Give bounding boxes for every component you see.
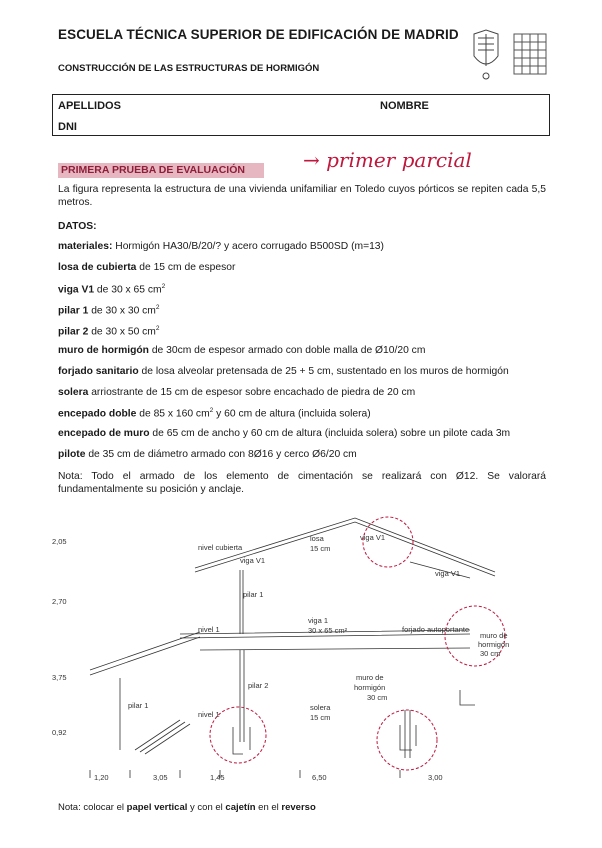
datos-item: pilar 1 de 30 x 30 $cm^2$ (58, 304, 160, 317)
span-label: 3,05 (153, 773, 168, 782)
datos-item: encepado doble de 85 x 160 $cm^2$ y 60 cm de altura (incluida solera) (58, 407, 371, 420)
dimension-ticks (90, 770, 400, 778)
label-muro: 30 cm (367, 693, 388, 702)
school-title: ESCUELA TÉCNICA SUPERIOR DE EDIFICACIÓN DE MADRID (58, 27, 459, 42)
span-label: 6,50 (312, 773, 327, 782)
circle-muro (377, 710, 437, 770)
apellidos-label: APELLIDOS (58, 100, 121, 112)
school-logos (468, 26, 550, 82)
datos-item: pilar 2 de 30 x 50 $cm^2$ (58, 325, 160, 338)
level-label: 2,70 (52, 597, 67, 606)
handwritten-note: → primer parcial (303, 148, 472, 172)
datos-item: losa de cubierta de 15 cm de espesor (58, 262, 236, 273)
student-id-box (52, 94, 550, 136)
course-title: CONSTRUCCIÓN DE LAS ESTRUCTURAS DE HORMIGÓN (58, 63, 320, 74)
label-solera-cm: 15 cm (310, 713, 331, 722)
label-nivel-cubierta: nivel cubierta (198, 543, 243, 552)
label-losa: losa (310, 534, 324, 543)
dni-label: DNI (58, 121, 77, 133)
level-label: 0,92 (52, 728, 67, 737)
datos-item: materiales: Hormigón HA30/B/20/? y acero corrugado B500SD (m=13) (58, 241, 384, 252)
bracket (460, 690, 475, 705)
pilar2 (240, 650, 244, 742)
crest-logo (474, 30, 498, 79)
intro-paragraph: La figura representa la estructura de una vivienda unifamiliar en Toledo cuyos pórticos se repiten cada 5,5 metros. (58, 184, 546, 208)
label-pilar1: pilar 1 (243, 590, 264, 599)
label-muro: hormigón (354, 683, 386, 692)
label-nivel1: nivel 1 (198, 710, 220, 719)
label-viga-v1: viga V1 (360, 533, 386, 542)
muro-foundation-marks (400, 725, 416, 750)
datos-item: encepado de muro de 65 cm de ancho y 60 cm de altura (incluida solera) sobre un pilote cada 3m (58, 428, 511, 439)
label-viga-v1: viga V1 (240, 556, 266, 565)
circle-viga-v1 (363, 517, 413, 567)
span-label: 1,20 (94, 773, 109, 782)
building-logo (514, 34, 546, 74)
label-solera: solera (310, 703, 331, 712)
level-label: 3,75 (52, 673, 67, 682)
datos-item: solera arriostrante de 15 cm de espesor sobre encachado de piedra de 20 cm (58, 387, 416, 398)
pilar1-upper (240, 570, 243, 634)
nombre-label: NOMBRE (380, 100, 429, 112)
label-muro: muro de (480, 631, 508, 640)
hatch-lines (135, 720, 190, 754)
structure-drawing (50, 510, 550, 790)
label-viga1-dim: 30 x 65 cm² (308, 626, 348, 635)
level-label: 2,05 (52, 537, 67, 546)
datos-item: forjado sanitario de losa alveolar pretensada de 25 + 5 cm, sustentado en los muros de hormigón (58, 366, 509, 377)
label-muro: muro de (356, 673, 384, 682)
forjado-line (200, 648, 470, 650)
label-nivel1: nivel 1 (198, 625, 220, 634)
label-viga1: viga 1 (308, 616, 329, 625)
label-pilar2: pilar 2 (248, 681, 269, 690)
datos-title: DATOS: (58, 221, 97, 232)
datos-item: viga V1 de 30 x 65 $cm^2$ (58, 283, 166, 296)
span-label: 3,00 (428, 773, 443, 782)
datos-item: pilote de 35 cm de diámetro armado con 8Ø16 y cerco Ø6/20 cm (58, 449, 357, 460)
label-muro: hormigón (478, 640, 510, 649)
label-muro: 30 cm (480, 649, 501, 658)
label-pilar1: pilar 1 (128, 701, 149, 710)
section-title: PRIMERA PRUEBA DE EVALUACIÓN (61, 164, 245, 176)
label-losa-cm: 15 cm (310, 544, 331, 553)
muro-right (405, 710, 410, 758)
datos-item: muro de hormigón de 30cm de espesor armado con doble malla de Ø10/20 cm (58, 345, 426, 356)
footer-note: Nota: colocar el papel vertical y con el cajetín en el reverso (58, 802, 316, 813)
nota-paragraph: Nota: Todo el armado de los elemento de cimentación se realizará con Ø12. Se valorará fundamentalmente su posición y anclaje. (58, 471, 546, 495)
label-viga-v1: viga V1 (435, 569, 461, 578)
span-label: 1,45 (210, 773, 225, 782)
label-forjado: forjado autoportante (402, 625, 470, 634)
left-overhang (90, 632, 200, 675)
encepado-marks (233, 727, 250, 754)
